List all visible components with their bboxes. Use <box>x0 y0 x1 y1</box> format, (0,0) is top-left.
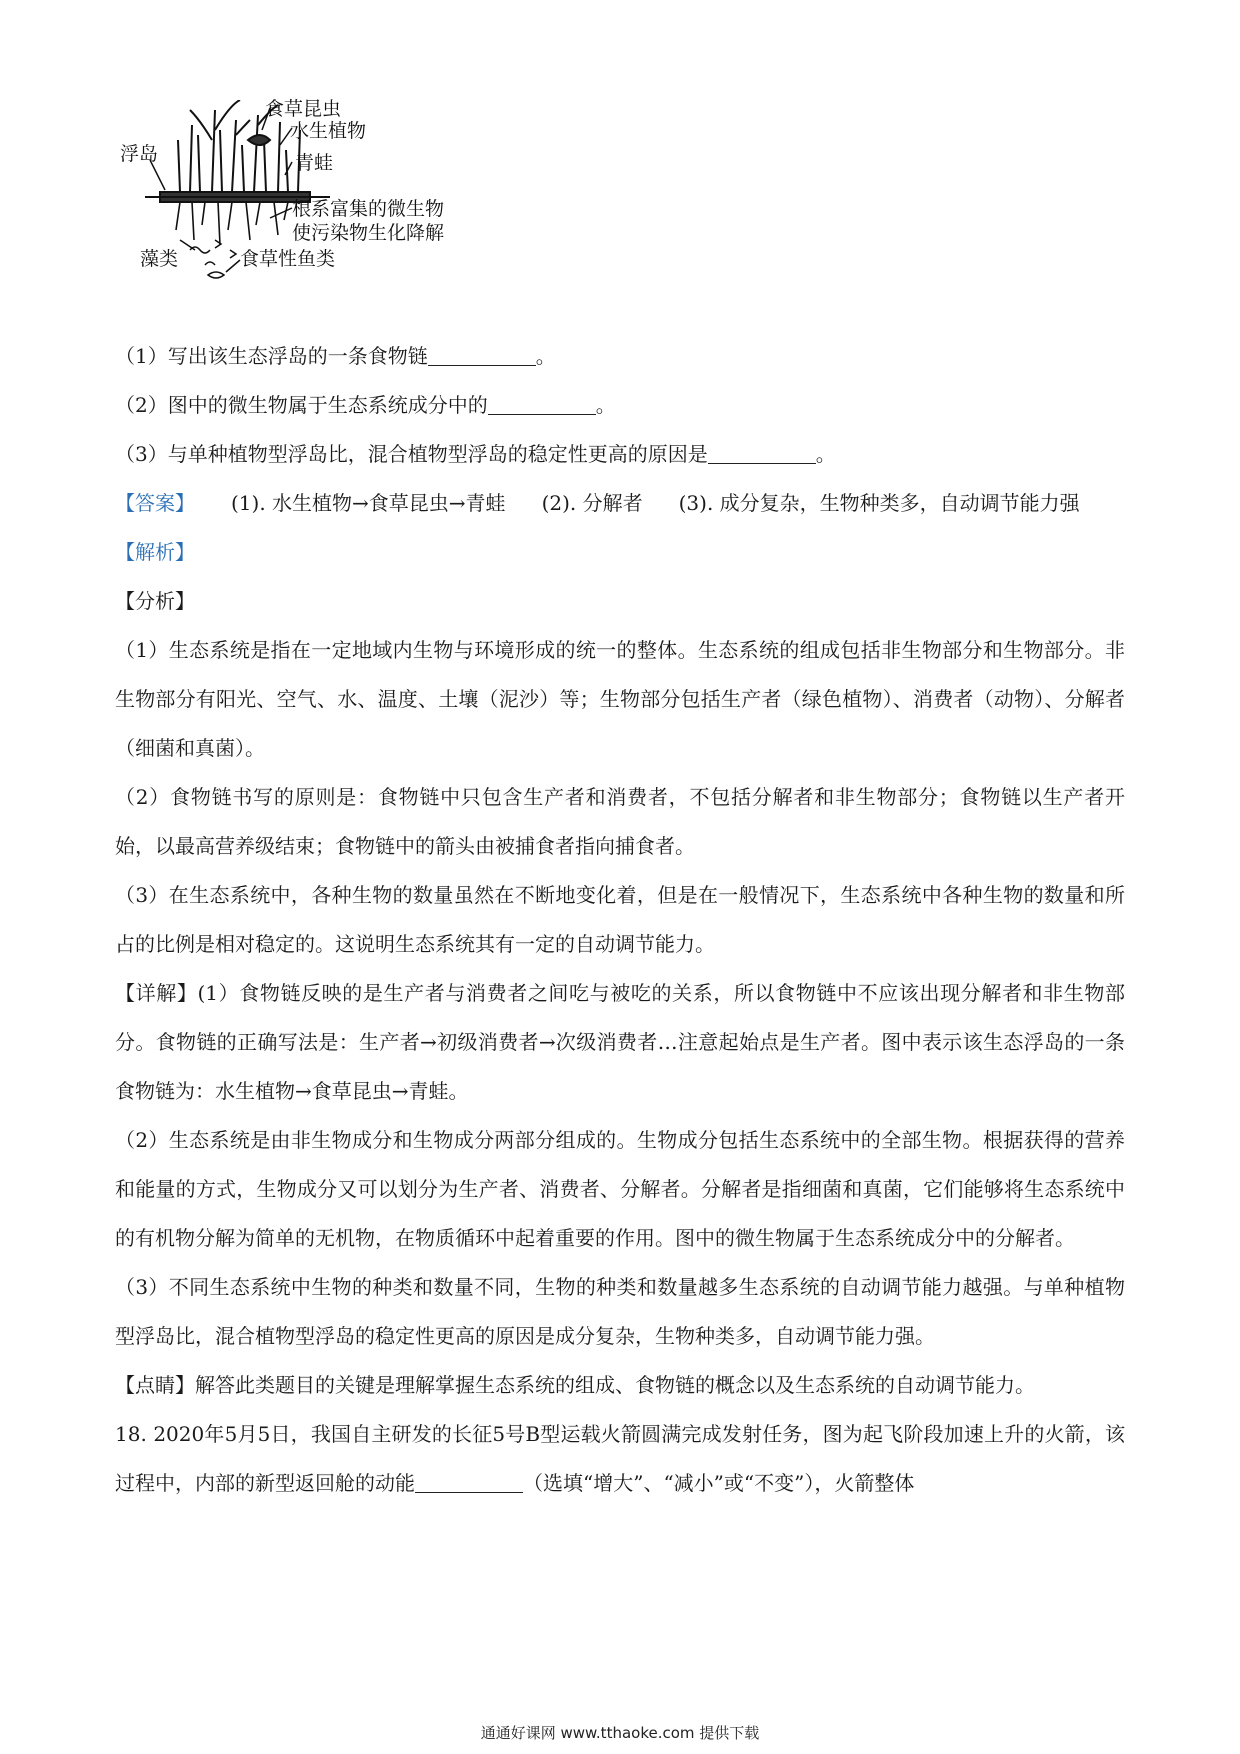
answer-blank <box>415 1472 523 1493</box>
document-body <box>115 332 1125 1508</box>
question-18: 18. 2020年5月5日，我国自主研发的长征5号B型运载火箭圆满完成发射任务，图为起飞阶段加速上升的火箭，该过程中，内部的新型返回舱的动能 （选填“增大”、“减小”或“不变”），火箭整体 <box>115 1422 1125 1495</box>
detail-tag: 【详解】 <box>115 981 198 1005</box>
analysis-subtag: 【分析】 <box>115 589 195 613</box>
label-microbe-2: 使污染物生化降解 <box>292 222 445 244</box>
point-tag: 【点睛】 <box>115 1373 195 1397</box>
label-plant: 水生植物 <box>290 120 367 142</box>
label-microbe-1: 根系富集的微生物 <box>292 198 445 220</box>
answer-2: (2). 分解者 <box>541 491 643 515</box>
answer-section <box>115 479 1125 528</box>
detail-para-2: （2）生态系统是由非生物成分和生物成分两部分组成的。生物成分包括生态系统中的全部生物。根据获得的营养和能量的方式，生物成分又可以划分为生产者、消费者、分解者。分解者是指细菌和真菌，它们能够将生态系统中的有机物分解为简单的无机物，在物质循环中起着重要的作用。图中的微生物属于生态系统成分中的分解者。 <box>115 1128 1125 1250</box>
label-algae: 藻类 <box>140 248 179 270</box>
answer-3: (3). 成分复杂，生物种类多，自动调节能力强 <box>678 491 1080 515</box>
label-frog: 青蛙 <box>295 152 334 174</box>
label-fish: 食草性鱼类 <box>240 248 336 270</box>
answer-1: (1). 水生植物→食草昆虫→青蛙 <box>231 491 506 515</box>
detail-para-1: 【详解】(1）食物链反映的是生产者与消费者之间吃与被吃的关系，所以食物链中不应该出现分解者和非生物部分。食物链的正确写法是：生产者→初级消费者→次级消费者…注意起始点是生产者。图中表示该生态浮岛的一条食物链为：水生植物→食草昆虫→青蛙。 <box>115 981 1126 1103</box>
answer-tag: 【答案】 <box>115 491 195 515</box>
analysis-para-3: （3）在生态系统中，各种生物的数量虽然在不断地变化着，但是在一般情况下，生态系统中各种生物的数量和所占的比例是相对稳定的。这说明生态系统其有一定的自动调节能力。 <box>115 883 1125 956</box>
floating-island-figure <box>120 100 500 305</box>
question-1: （1）写出该生态浮岛的一条食物链 。 <box>115 344 556 368</box>
question-3: （3）与单种植物型浮岛比，混合植物型浮岛的稳定性更高的原因是 。 <box>115 442 836 466</box>
label-insect: 食草昆虫 <box>265 98 342 120</box>
detail-para-3: （3）不同生态系统中生物的种类和数量不同，生物的种类和数量越多生态系统的自动调节能力越强。与单种植物型浮岛比，混合植物型浮岛的稳定性更高的原因是成分复杂，生物种类多，自动调节能力强。 <box>115 1275 1125 1348</box>
answer-blank <box>488 394 596 415</box>
answer-blank <box>708 443 816 464</box>
page-footer: 通通好课网 www.tthaoke.com 提供下载 <box>480 1724 760 1742</box>
question-2: （2）图中的微生物属于生态系统成分中的 。 <box>115 393 616 417</box>
answer-blank <box>428 345 536 366</box>
analysis-para-2: （2）食物链书写的原则是：食物链中只包含生产者和消费者，不包括分解者和非生物部分；食物链以生产者开始，以最高营养级结束；食物链中的箭头由被捕食者指向捕食者。 <box>115 785 1125 858</box>
label-island: 浮岛 <box>120 143 159 165</box>
analysis-para-1: （1）生态系统是指在一定地域内生物与环境形成的统一的整体。生态系统的组成包括非生物部分和生物部分。非生物部分有阳光、空气、水、温度、土壤（泥沙）等；生物部分包括生产者（绿色植物）、消费者（动物）、分解者（细菌和真菌）。 <box>115 638 1125 760</box>
point-para: 【点睛】解答此类题目的关键是理解掌握生态系统的组成、食物链的概念以及生态系统的自动调节能力。 <box>115 1373 1035 1397</box>
analysis-tag: 【解析】 <box>115 540 195 564</box>
